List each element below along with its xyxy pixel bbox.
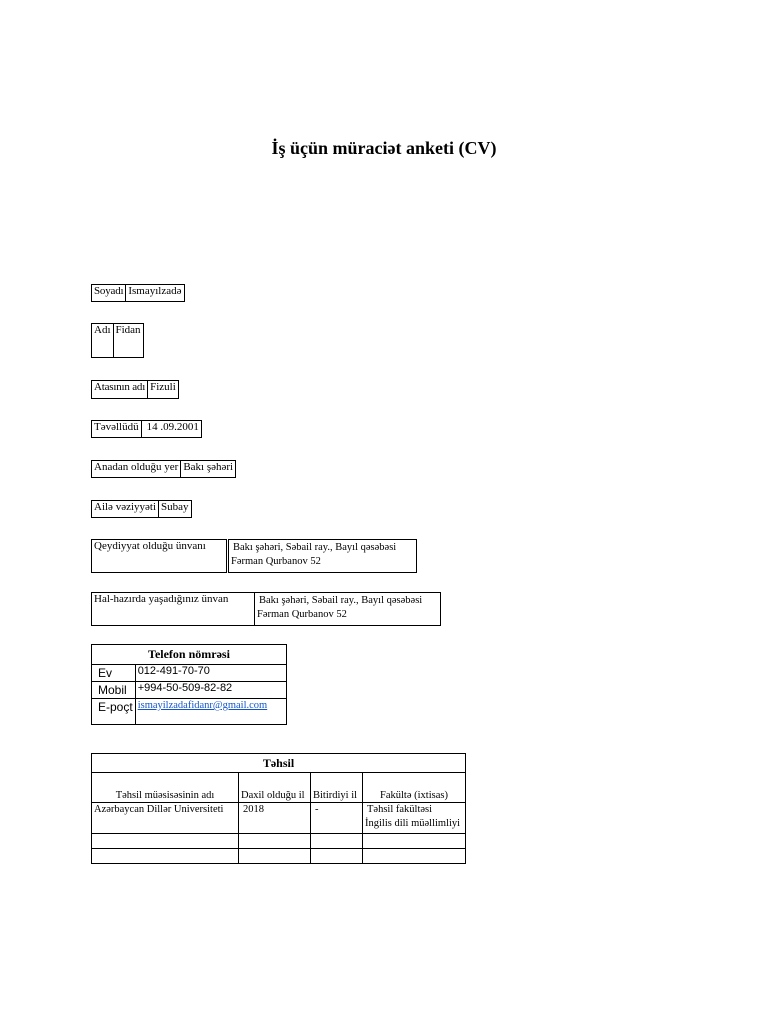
current-address-label: Hal-hazırda yaşadığınız ünvan (92, 593, 255, 626)
column-header-end-year: Bitirdiyi il (311, 773, 363, 803)
current-address-line1: Bakı şəhəri, Səbail ray., Bayıl qəsəbəsi (259, 595, 423, 606)
surname-label: Soyadı (92, 285, 126, 302)
email-link[interactable]: ismayilzadafidanr@gmail.com (137, 700, 268, 711)
home-phone-label: Ev (92, 665, 136, 682)
marital-status-label: Ailə vəziyyəti (92, 501, 159, 518)
email-label: E-poçt (92, 699, 136, 725)
mobile-phone-label: Mobil (92, 682, 136, 699)
father-name-label: Atasının adı (92, 381, 148, 399)
registration-address-field (91, 539, 417, 573)
table-row (92, 849, 466, 864)
father-name-field (91, 380, 179, 399)
table-row (92, 834, 466, 849)
birth-date-label: Təvəllüdü (92, 421, 142, 438)
mobile-phone-value: +994-50-509-82-82 (135, 682, 286, 699)
current-address-value (255, 593, 441, 626)
registration-address-line2: Fərman Qurbanov 52 (231, 556, 321, 567)
column-header-faculty: Fakültə (ixtisas) (363, 773, 466, 803)
faculty-cell (363, 803, 466, 834)
marital-status-value: Subay (159, 501, 192, 518)
current-address-field (91, 592, 441, 626)
column-header-institution: Təhsil müəsisəsinin adı (92, 773, 239, 803)
home-phone-value: 012-491-70-70 (135, 665, 286, 682)
birth-place-value: Bakı şəhəri (181, 461, 236, 478)
surname-field (91, 284, 185, 302)
education-table (91, 753, 466, 864)
surname-value: Ismayılzadə (126, 285, 184, 302)
name-field (91, 323, 144, 358)
birth-place-label: Anadan olduğu yer (92, 461, 181, 478)
phone-table (91, 644, 287, 725)
phone-header: Telefon nömrəsi (92, 645, 287, 665)
table-row (92, 803, 466, 834)
father-name-value: Fizuli (148, 381, 179, 399)
end-year-cell: - (311, 803, 363, 834)
faculty-line2: İngilis dili müəllimliyi (365, 818, 461, 829)
registration-address-line1: Bakı şəhəri, Səbail ray., Bayıl qəsəbəsi (233, 542, 397, 553)
current-address-line2: Fərman Qurbanov 52 (257, 609, 347, 620)
faculty-line1: Təhsil fakültəsi (367, 804, 433, 815)
page-title: İş üçün müraciət anketi (CV) (271, 138, 497, 158)
name-label: Adı (92, 324, 114, 358)
birth-date-value: 14 .09.2001 (141, 421, 201, 438)
marital-status-field (91, 500, 192, 518)
start-year-cell: 2018 (239, 803, 311, 834)
education-header: Təhsil (92, 754, 466, 773)
column-header-start-year: Daxil olduğu il (239, 773, 311, 803)
registration-address-value (228, 540, 417, 573)
birth-place-field (91, 460, 236, 478)
birth-date-field (91, 420, 202, 438)
registration-address-label: Qeydiyyat olduğu ünvanı (92, 540, 228, 573)
institution-cell: Azərbaycan Dillər Universiteti (92, 803, 239, 834)
name-value: Fidan (113, 324, 143, 358)
